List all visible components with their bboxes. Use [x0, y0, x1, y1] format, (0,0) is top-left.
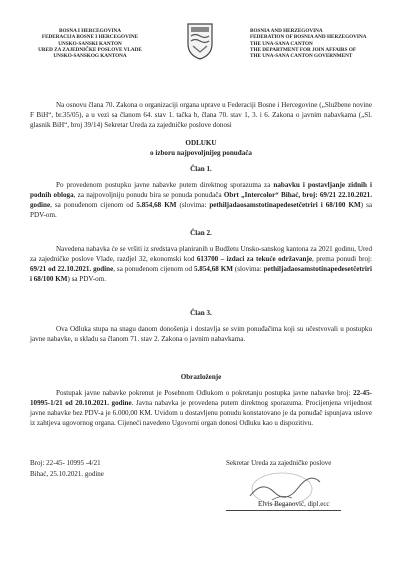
clan2-heading: Član 2.: [190, 229, 212, 237]
clan1-text: , sa ponuđenom cijenom od: [50, 201, 137, 210]
clan1-paragraph: [30, 180, 372, 220]
clan1-bold: nabavku i postavljanje zidnih i podnih obloga: [30, 181, 372, 200]
clan2-bold: 613700 – izdaci za tekuće održavanje: [196, 255, 313, 264]
header-left-line: URED ZA ZAJEDNIČKE POSLOVE VLADE: [38, 46, 142, 53]
header-right-line: FEDERATION OF BOSNIA AND HERZEGOVINA: [250, 34, 367, 41]
header-right-line: THE UNA-SANA CANTON: [250, 40, 313, 47]
header-left: [30, 28, 150, 59]
signatory-role: Sekretar Ureda za zajedničke poslove: [226, 459, 332, 467]
obrazlozenje-heading: Obrazloženje: [180, 373, 222, 381]
clan1-bold: Obrt „Intercolor“ Bihać, broj: 69/21 22.10.2021. godine: [30, 191, 372, 210]
clan2-bold: 69/21 od 22.10.2021. godine: [30, 265, 114, 274]
header-right-line: THE UNA-SANA CANTON GOVERNMENT: [250, 53, 353, 60]
clan2-text: ) sa PDV-om.: [67, 275, 106, 284]
clan1-heading: Član 1.: [190, 165, 212, 173]
clan3-paragraph: Ova Odluka stupa na snagu danom donošenja i dostavlja se svim ponuđačima koji su učestvovali u postupku javne nabavke, u skladu sa članom 71. stav 2. Zakona o javnim nabavkama.: [30, 325, 372, 344]
header-left-line: FEDERACIJA BOSNE I HERCEGOVINE: [41, 34, 139, 41]
canton-crest-icon: [186, 22, 214, 60]
clan1-text: ) sa PDV-om.: [30, 201, 372, 220]
document-title: ODLUKU: [185, 139, 217, 147]
clan2-paragraph: [30, 244, 372, 284]
clan1-text: , za najpovoljniju ponudu bira se ponuda ponuđača: [73, 191, 224, 200]
header-right-line: BOSNIA AND HERZEGOVINA: [250, 28, 323, 34]
clan2-text: , sa ponuđenom cijenom od: [113, 265, 194, 274]
obrazlozenje-text: Postupak javne nabavke pokrenut je Posebnom Odlukom o pokretanju postupka javne nabavke broj:: [56, 389, 354, 397]
header-left-line: BOSNA I HERCEGOVINA: [59, 28, 121, 34]
obrazlozenje-text: . Javna nabavka je provedena putem direktnog sporazuma. Procijenjena vrijednost javne nabavke bez PDV-a je 6.000,00 KM. Uvidom u dostavljenu ponudu konstatovano je da ponuđač ispunjava uslove iz zahtjeva ugovornog organa. Cijeneći navedeno Ugovorni organ donosi Odluku kao u dispozitivu.: [30, 399, 372, 428]
signatory-name: Elvis Beganović, dipl.ecc: [258, 500, 330, 508]
clan1-bold: pethiljadaosamstotinapedesetčetriri i 68/100 KM: [209, 201, 361, 210]
clan2-text: (slovima:: [232, 265, 264, 274]
header-right-line: THE DEPARTMENT FOR JOIN AFFAIRS OF: [250, 46, 357, 53]
clan2-price: 5.854,68 KM: [193, 265, 233, 274]
obrazlozenje-paragraph: [30, 388, 372, 428]
signature-line: [226, 510, 341, 511]
document-number: Broj: 22-45- 10995 -4/21: [30, 459, 101, 467]
document-subtitle: o izboru najpovoljnijeg ponuđača: [150, 149, 252, 157]
document-date: Bihać, 25.10.2021. godine: [30, 470, 104, 478]
intro-paragraph: Na osnovu člana 70. Zakona o organizaciji organa uprave u Federaciji Bosne i Hercegovine („Službene novine F BiH“, br.35/05), a u vezi sa članom 64. stav 1. tačka b, člana 70. stav 1, 3. i 6. Zakona o javnim nabavkama („Sl. glasnik BiH“, broj 39/14) Sekretar Ureda za zajedničke poslove donosi: [30, 101, 372, 130]
clan3-heading: Član 3.: [190, 309, 212, 317]
clan1-text: Po provedenom postupku javne nabavke putem direktnog sporazuma za: [56, 181, 274, 189]
header-right: [250, 28, 375, 59]
obrazlozenje-bold: 22-45-10995-1/21 od 20.10.2021. godine: [30, 389, 372, 408]
header-left-line: UNSKO-SANSKI KANTON: [58, 40, 122, 47]
header-left-line: UNSKO-SANSKOG KANTONA: [53, 53, 127, 60]
clan2-text: , prema ponudi broj:: [312, 255, 372, 264]
clan1-price: 5.854,68 KM: [136, 201, 177, 210]
clan2-text: Navedena nabavka će se vršiti iz sredstava planiranih u Budžetu Unsko-sanskog kantona za 2021 godinu, Ured za zajedničke poslove Vlade, razdjel 32, ekonomski kod: [30, 245, 372, 264]
clan1-text: (slovima:: [176, 201, 210, 210]
clan2-bold: pethiljadaosamstotinapedesetčetriri i 68/100 KM: [30, 265, 372, 284]
